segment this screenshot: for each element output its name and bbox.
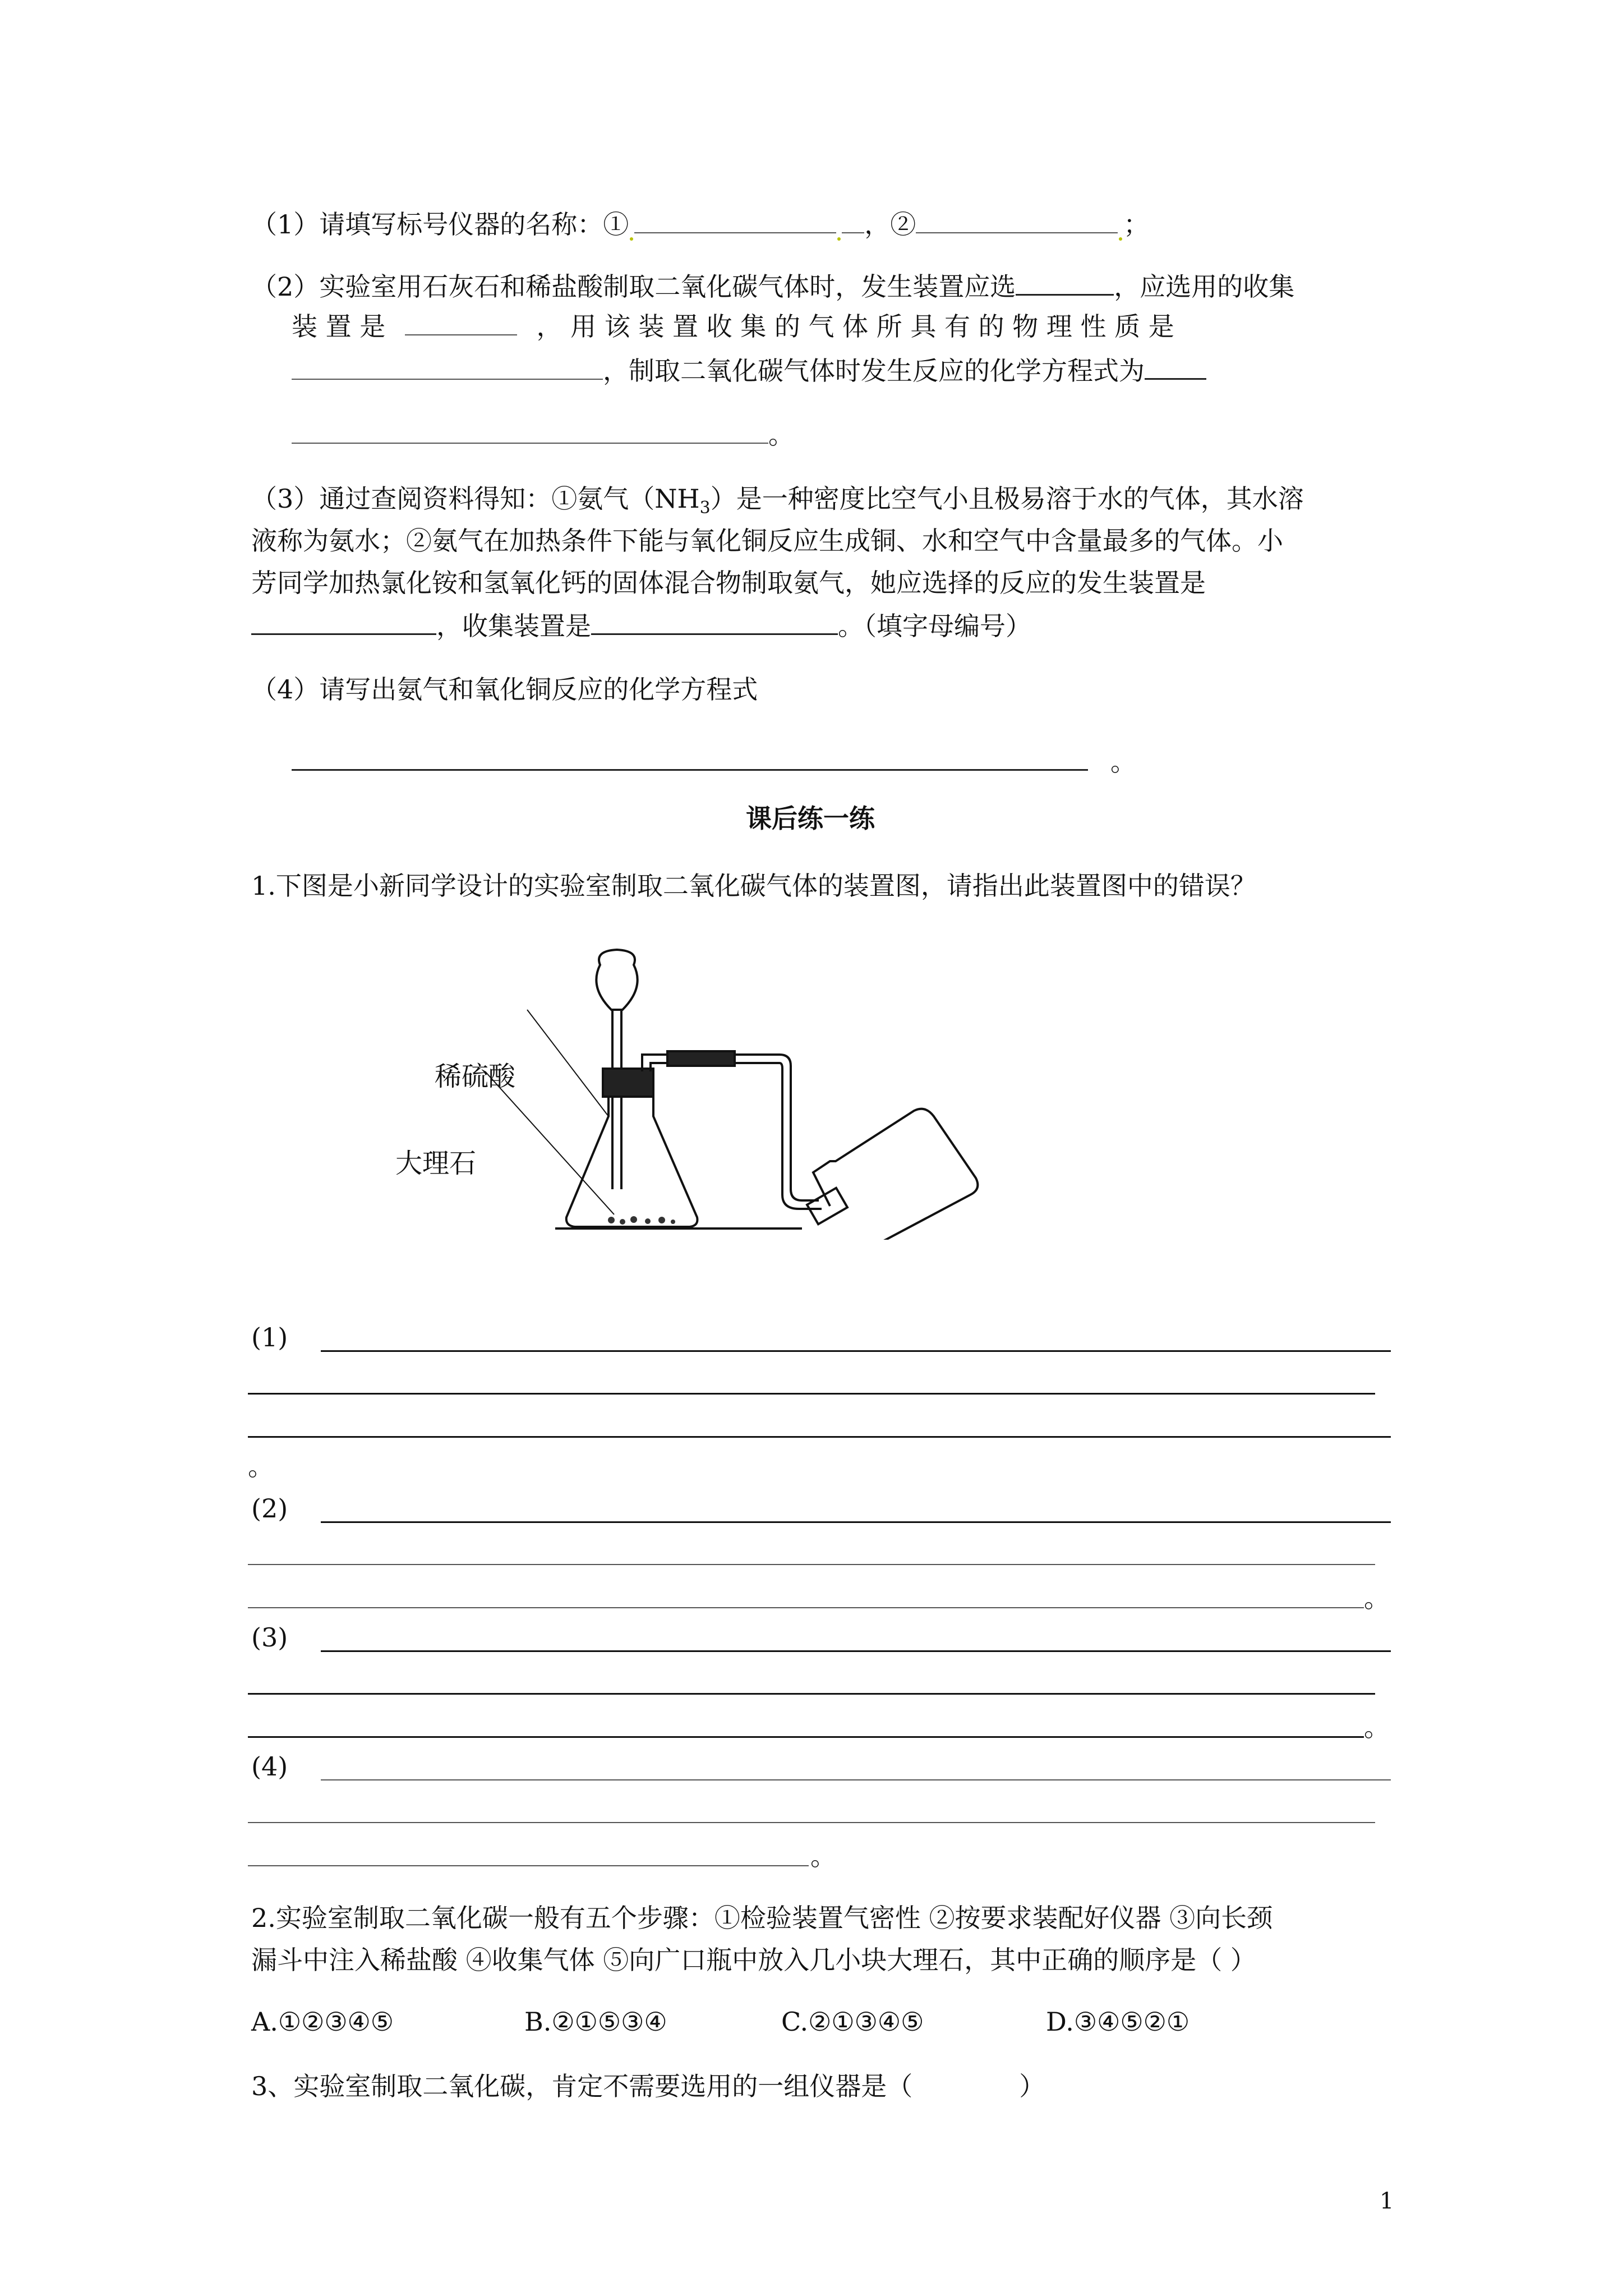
q4-answer-line — [292, 743, 1136, 778]
q2-text-2a: 装 置 是 — [292, 311, 386, 342]
q1-sep: ，② — [864, 209, 916, 240]
q2-line3 — [292, 353, 1206, 387]
ex1-period-3: 。 — [1364, 1712, 1390, 1742]
ex1-period-4: 。 — [810, 1841, 836, 1871]
q3-line1 — [251, 482, 1304, 524]
ex2-option-b[interactable]: B.②①⑤③④ — [524, 2007, 667, 2037]
ex1-question: 1.下图是小新同学设计的实验室制取二氧化碳气体的装置图，请指出此装置图中的错误？ — [251, 871, 1256, 901]
q2-blank-collector[interactable] — [405, 310, 517, 335]
bottle-mouth — [807, 1188, 847, 1225]
q2-line4 — [292, 418, 794, 451]
q3-text-1b: ）是一种密度比空气小且极易溶于水的气体，其水溶 — [710, 484, 1304, 514]
q2-blank-equation-start[interactable] — [1145, 353, 1206, 380]
ex1-line-1b[interactable] — [248, 1393, 1375, 1395]
q2-text-1-end: ，应选用的收集 — [1114, 272, 1295, 302]
q2-line2 — [292, 310, 1174, 343]
ex1-line-2b[interactable] — [248, 1564, 1375, 1565]
ex1-line-3c[interactable] — [248, 1736, 1364, 1738]
q4-end: 。 — [1110, 747, 1136, 777]
q2-text-2b: ， 用 该 装 置 收 集 的 气 体 所 具 有 的 物 理 性 质 是 — [536, 311, 1174, 342]
q2-line1 — [251, 269, 1294, 303]
rubber-stopper — [603, 1069, 653, 1097]
q3-line3: 芳同学加热氯化铵和氢氧化钙的固体混合物制取氨气，她应选择的反应的发生装置是 — [251, 568, 1206, 598]
q4-blank-equation[interactable] — [292, 743, 1088, 771]
page-number: 1 — [1380, 2188, 1394, 2214]
ex2-line-2: 漏斗中注入稀盐酸 ④收集气体 ⑤向广口瓶中放入几小块大理石，其中正确的顺序是（ ） — [251, 1945, 1256, 1975]
ex3-answer-space[interactable] — [912, 2070, 1019, 2095]
q2-text-1: （2）实验室用石灰石和稀盐酸制取二氧化碳气体时，发生装置应选 — [251, 272, 1016, 302]
q3-blank-generator[interactable] — [251, 609, 436, 635]
ex2-option-d[interactable]: D.③④⑤②① — [1046, 2007, 1190, 2037]
ex1-line-4b[interactable] — [248, 1822, 1375, 1823]
q1-blank-1-tail[interactable] — [842, 208, 864, 233]
ex2-option-c[interactable]: C.②①③④⑤ — [781, 2007, 924, 2037]
ex1-line-2a[interactable] — [321, 1521, 1391, 1523]
q3-blank-collector[interactable] — [591, 609, 838, 635]
ex1-line-4a[interactable] — [321, 1779, 1391, 1780]
section-title: 课后练一练 — [746, 803, 875, 834]
label-marble: 大理石 — [395, 1148, 477, 1179]
q1-text: （1）请填写标号仪器的名称：① — [251, 209, 629, 240]
q4-line1: （4）请写出氨气和氧化铜反应的化学方程式 — [251, 674, 758, 705]
q1-line — [251, 208, 1149, 241]
ex2-line-1: 2.实验室制取二氧化碳一般有五个步骤：①检验装置气密性 ②按要求装配好仪器 ③向长颈 — [251, 1903, 1273, 1933]
ex1-period-2: 。 — [1364, 1583, 1390, 1613]
ex1-line-2c[interactable] — [248, 1607, 1364, 1608]
q1-end: ； — [1123, 209, 1150, 240]
label-dilute-sulfuric-acid: 稀硫酸 — [435, 1061, 516, 1092]
ex1-line-3b[interactable] — [248, 1693, 1375, 1695]
q3-text-4-end: 。（填字母编号） — [838, 611, 1031, 641]
conical-flask — [566, 1097, 698, 1227]
ex1-line-1c[interactable] — [248, 1436, 1391, 1438]
q3-subscript: 3 — [699, 498, 711, 518]
ex2-option-a[interactable]: A.①②③④⑤ — [251, 2007, 394, 2037]
q2-blank-equation[interactable] — [292, 418, 768, 444]
ex3-text: 3、实验室制取二氧化碳，肯定不需要选用的一组仪器是（ — [251, 2071, 913, 2101]
ex1-line-4c[interactable] — [248, 1865, 809, 1866]
ex1-item-3: (3) — [251, 1622, 288, 1653]
rubber-connector — [667, 1051, 735, 1066]
q2-text-4-end: 。 — [768, 420, 794, 450]
q3-text-1: （3）通过查阅资料得知：①氨气（NH — [251, 484, 700, 514]
q2-text-3: ，制取二氧化碳气体时发生反应的化学方程式为 — [603, 356, 1145, 386]
q3-text-4-mid: ，收集装置是 — [436, 611, 591, 641]
q3-line2: 液称为氨水；②氨气在加热条件下能与氧化铜反应生成铜、水和空气中含量最多的气体。小 — [251, 526, 1283, 556]
mark-dot — [837, 237, 841, 241]
ex1-item-1: (1) — [251, 1322, 288, 1352]
apparatus-diagram — [387, 948, 1021, 1240]
ex3-close: ） — [1019, 2071, 1045, 2101]
q2-blank-property[interactable] — [292, 354, 603, 380]
mark-dot — [1119, 237, 1122, 241]
ex1-line-1a[interactable] — [321, 1350, 1391, 1352]
q1-blank-1[interactable] — [634, 208, 836, 233]
q1-blank-2[interactable] — [916, 208, 1118, 233]
gas-bottle — [813, 1109, 978, 1240]
ex1-period-1: 。 — [248, 1451, 274, 1481]
q3-line4 — [251, 609, 1031, 642]
funnel-bulb — [596, 950, 637, 1010]
q2-blank-generator[interactable] — [1016, 269, 1114, 296]
ex3-line — [251, 2070, 1045, 2102]
delivery-tube — [642, 1055, 819, 1200]
ex1-item-2: (2) — [251, 1493, 288, 1524]
mark-dot — [630, 237, 633, 241]
ex1-line-3a[interactable] — [321, 1650, 1391, 1652]
ex1-item-4: (4) — [251, 1751, 288, 1782]
